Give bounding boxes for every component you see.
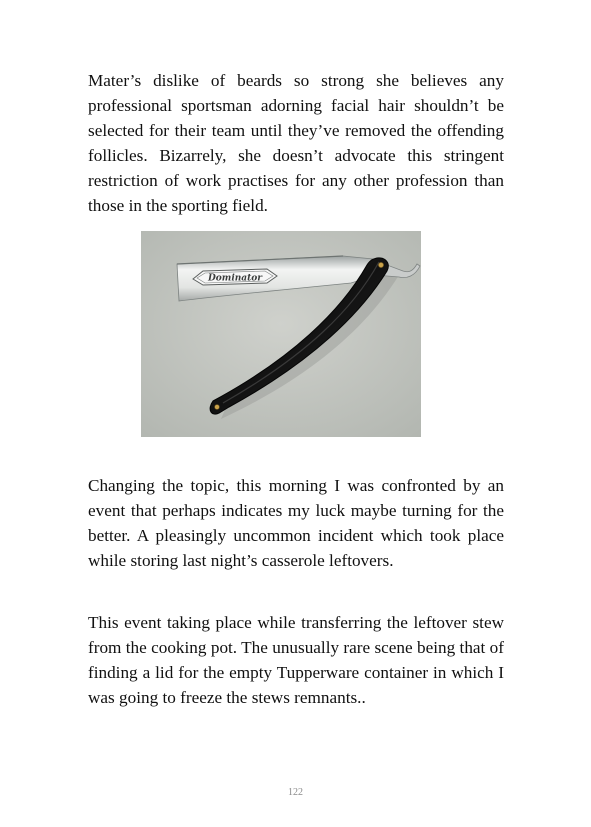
page-number: 122 — [288, 787, 303, 798]
body-paragraph-2: Changing the topic, this morning I was confronted by an event that perhaps indicates my luck maybe turning for the better. A pleasingly uncommon incident which took place while storing last night’s casserole leftovers. — [88, 476, 504, 570]
blade-etching-text: Dominator — [207, 273, 263, 284]
razor-pivot-pin — [378, 262, 383, 267]
body-paragraph-3: This event taking place while transferring the leftover stew from the cooking pot. The unusually rare scene being that of finding a lid for the empty Tupperware container in which I was going to freeze the stews remnants.. — [88, 613, 504, 707]
razor-end-pin — [215, 405, 220, 410]
straight-razor-photo — [141, 231, 421, 437]
dominator-etching — [193, 269, 277, 285]
body-paragraph-1: Mater’s dislike of beards so strong she believes any professional sportsman adorning facial hair shouldn’t be selected for their team until they’ve removed the offending follicles. Bizarrely, she doesn’t advocate this stringent restriction of work practises for any other profession than those in the sporting field. — [88, 71, 504, 215]
